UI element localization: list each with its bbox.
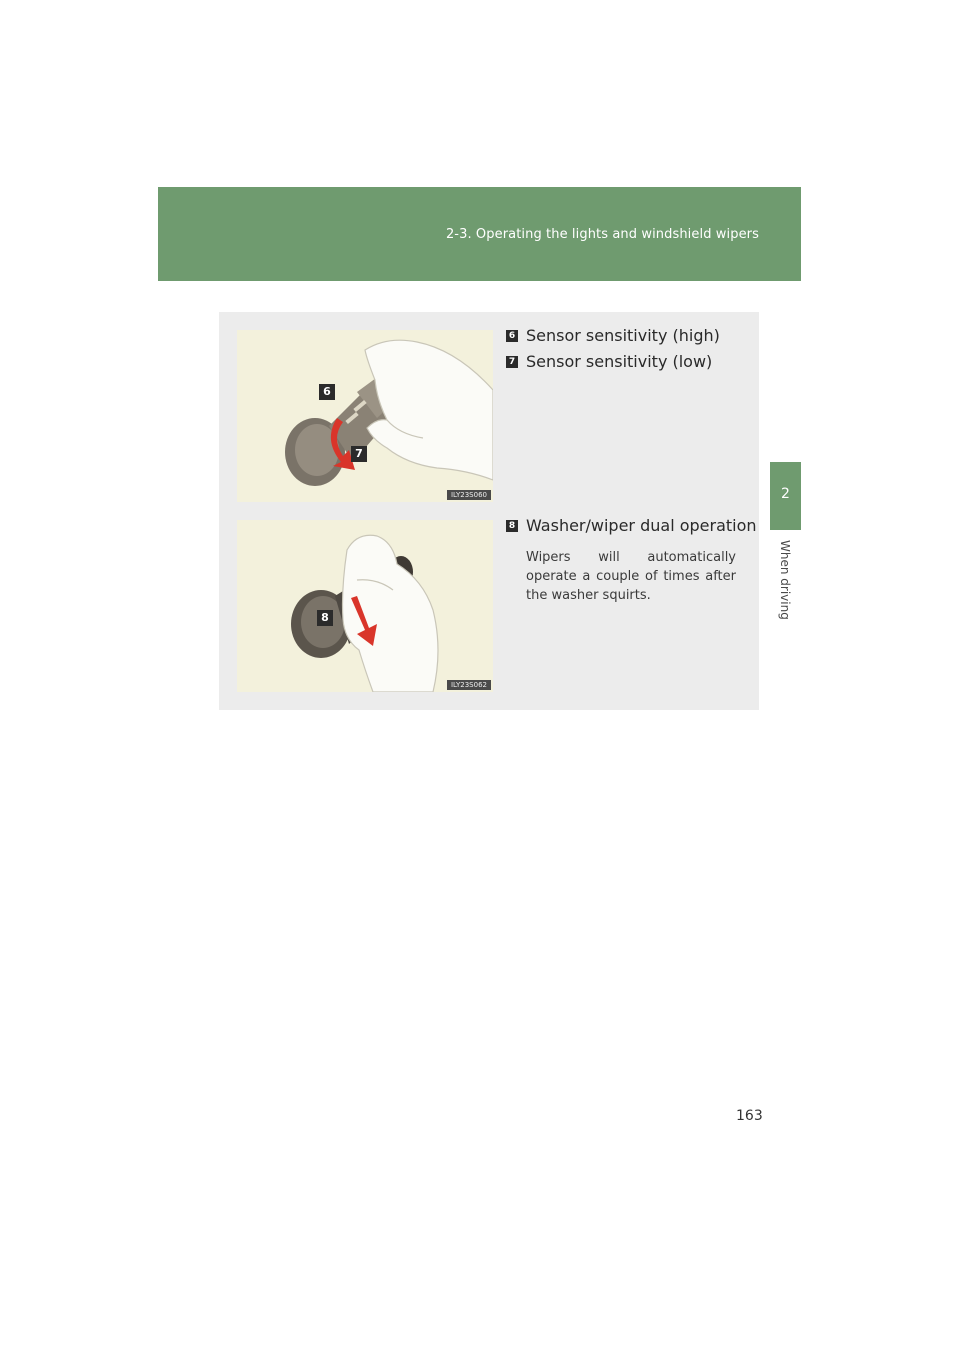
- item-title: Washer/wiper dual operation: [526, 516, 757, 535]
- item-heading: [506, 326, 746, 346]
- content-panel: [219, 312, 759, 710]
- callout-8: 8: [317, 610, 333, 626]
- item-title: Sensor sensitivity (high): [526, 326, 720, 345]
- item-heading: [506, 352, 746, 372]
- hand-knob-drawing: [237, 330, 493, 502]
- item-sensor-high: [506, 326, 746, 346]
- page-number: 163: [736, 1108, 763, 1124]
- knob-rotation-illustration: [237, 330, 493, 502]
- item-marker: 6: [506, 330, 518, 342]
- figure-code: ILY23S062: [447, 680, 491, 690]
- chapter-label: [770, 540, 801, 630]
- chapter-label-text: When driving: [777, 540, 792, 620]
- item-sensor-low: [506, 352, 746, 372]
- item-title: Sensor sensitivity (low): [526, 352, 713, 371]
- chapter-tab: [770, 462, 801, 530]
- item-marker: 8: [506, 520, 518, 532]
- item-heading: [506, 516, 757, 536]
- header-band: [158, 187, 801, 281]
- hand-knob-pull-drawing: [237, 520, 493, 692]
- figure-code: ILY23S060: [447, 490, 491, 500]
- callout-6: 6: [319, 384, 335, 400]
- callout-7: 7: [351, 446, 367, 462]
- section-title: 2-3. Operating the lights and windshield wipers: [445, 227, 759, 242]
- knob-pull-illustration: [237, 520, 493, 692]
- item-description: Wipers will automatically operate a couple of times after the washer squirts.: [526, 550, 736, 603]
- chapter-number: 2: [781, 486, 790, 502]
- item-washer-dual: [506, 516, 757, 605]
- item-marker: 7: [506, 356, 518, 368]
